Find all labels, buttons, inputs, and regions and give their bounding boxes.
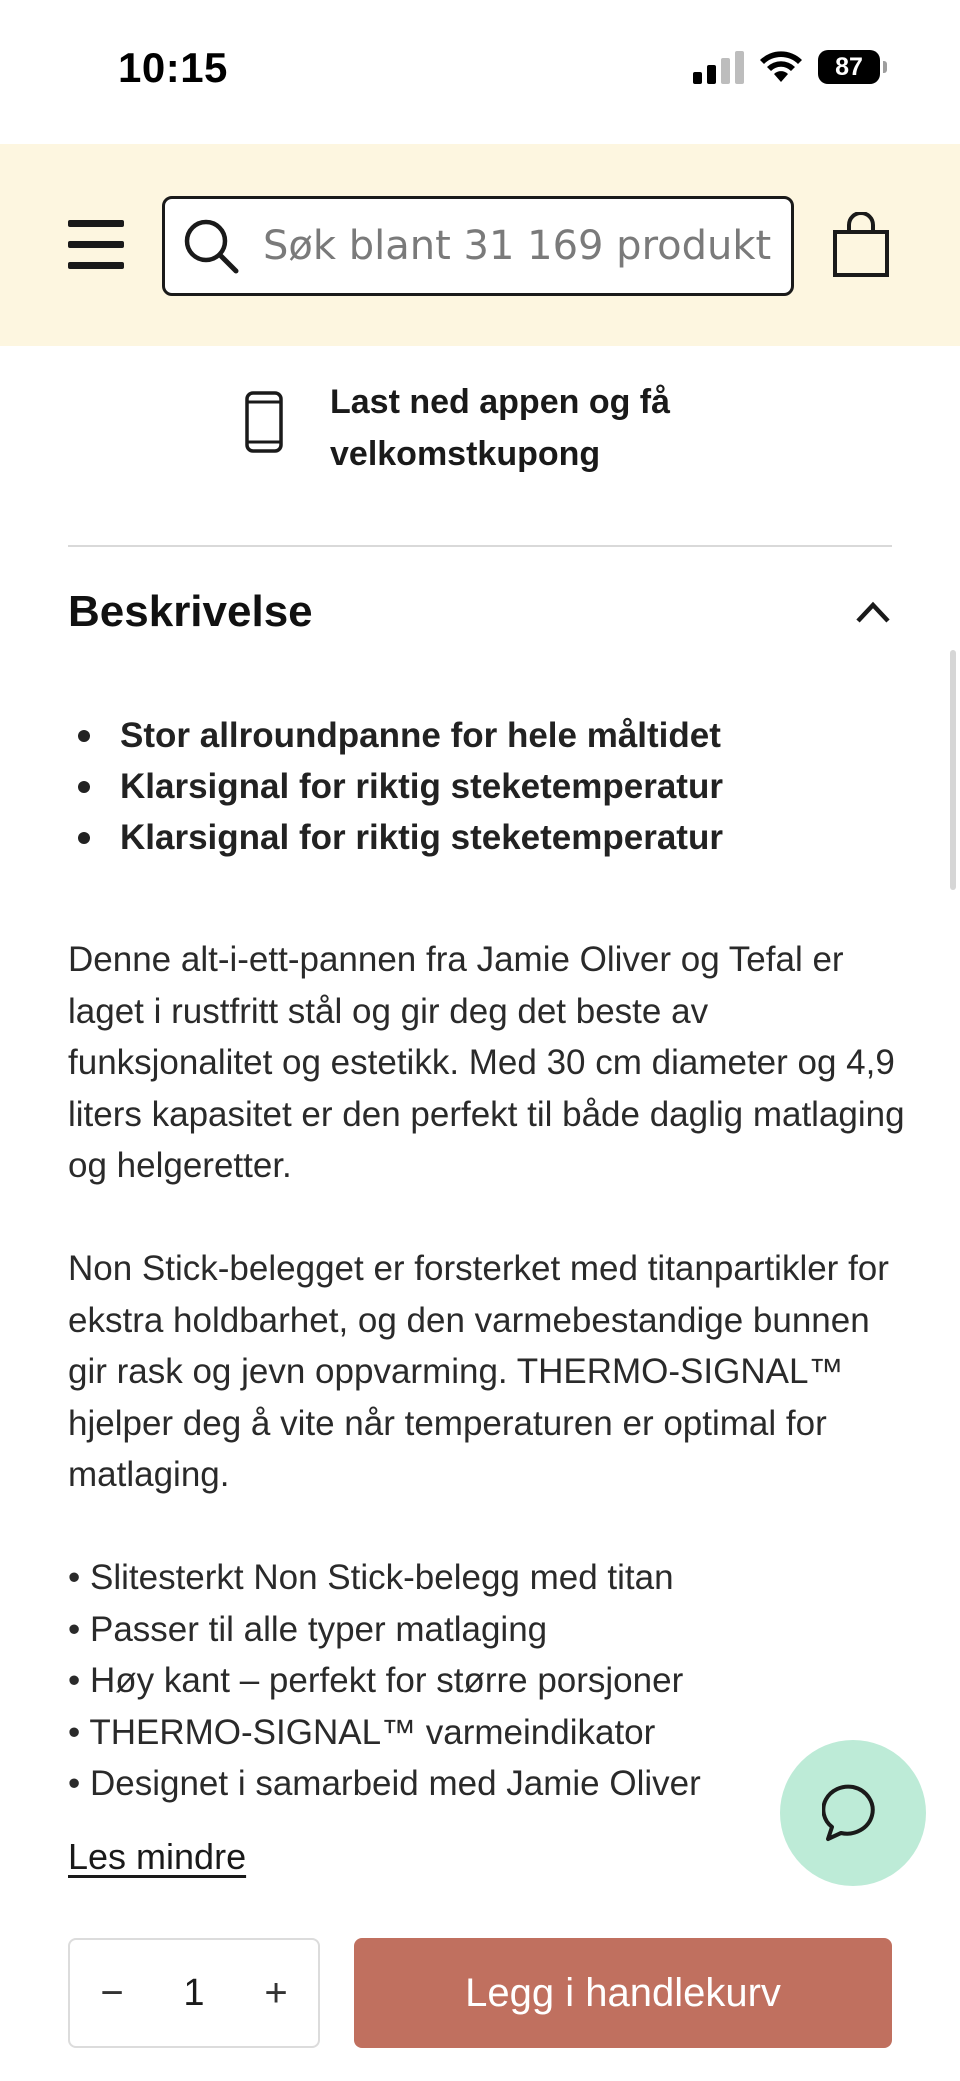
status-bar (0, 0, 960, 144)
section-title: Beskrivelse (68, 587, 313, 636)
list-item: • Slitesterkt Non Stick-belegg med titan (68, 1558, 674, 1597)
site-header (0, 144, 960, 346)
battery-level: 87 (835, 52, 863, 81)
list-item: • Designet i samarbeid med Jamie Oliver (68, 1764, 701, 1803)
status-icons (693, 50, 880, 84)
chat-button[interactable] (780, 1740, 926, 1886)
search-icon (181, 216, 241, 276)
description-paragraph-1: Denne alt-i-ett-pannen fra Jamie Oliver og Tefal er laget i rustfritt stål og gir deg det beste av funksjonalitet og estetikk. Med 30 cm diameter og 4,9 liters kapasitet er den perfekt til både daglig matlaging og helgeretter. (68, 940, 905, 1185)
signal-icon (693, 50, 744, 84)
section-divider (68, 545, 892, 547)
app-download-promo[interactable] (244, 376, 804, 480)
scrollbar[interactable] (950, 650, 956, 890)
increment-button[interactable]: + (264, 1970, 288, 2015)
promo-text: Last ned appen og få velkomstkupong (330, 383, 671, 473)
wifi-icon (758, 50, 804, 84)
add-to-cart-button[interactable]: Legg i handlekurv (354, 1938, 892, 2048)
list-item: • Passer til alle typer matlaging (68, 1609, 548, 1649)
show-less-link[interactable]: Les mindre (68, 1836, 247, 1877)
list-item: Stor allroundpanne for hele måltidet (68, 710, 892, 761)
shopping-bag-icon[interactable] (832, 212, 890, 278)
decrement-button[interactable]: − (100, 1970, 124, 2015)
list-item: Klarsignal for riktig steketemperatur (68, 761, 892, 812)
search-bar[interactable] (162, 196, 794, 296)
quantity-stepper (68, 1938, 320, 2048)
description-paragraph-2: Non Stick-belegget er forsterket med titanpartikler for ekstra holdbarhet, og den varmebestandige bunnen gir rask og jevn oppvarming. THERMO-SIGNAL™ hjelper deg å vite når temperaturen er optimal for matlaging. (68, 1249, 889, 1494)
status-time: 10:15 (118, 44, 228, 91)
hamburger-menu-icon[interactable] (68, 220, 124, 270)
list-item: • Høy kant – perfekt for større porsjoner (68, 1661, 684, 1700)
feature-list (68, 1552, 908, 1810)
mobile-phone-icon (244, 390, 284, 454)
battery-icon (818, 50, 880, 84)
list-item: • THERMO-SIGNAL™ varmeindikator (68, 1712, 656, 1752)
list-item: Klarsignal for riktig steketemperatur (68, 812, 892, 863)
description-accordion-toggle[interactable] (68, 580, 892, 644)
quantity-input[interactable] (154, 1972, 234, 2015)
chevron-up-icon (854, 600, 892, 624)
highlight-list (68, 710, 892, 863)
search-input[interactable] (263, 223, 773, 269)
chat-bubble-icon (822, 1782, 884, 1844)
